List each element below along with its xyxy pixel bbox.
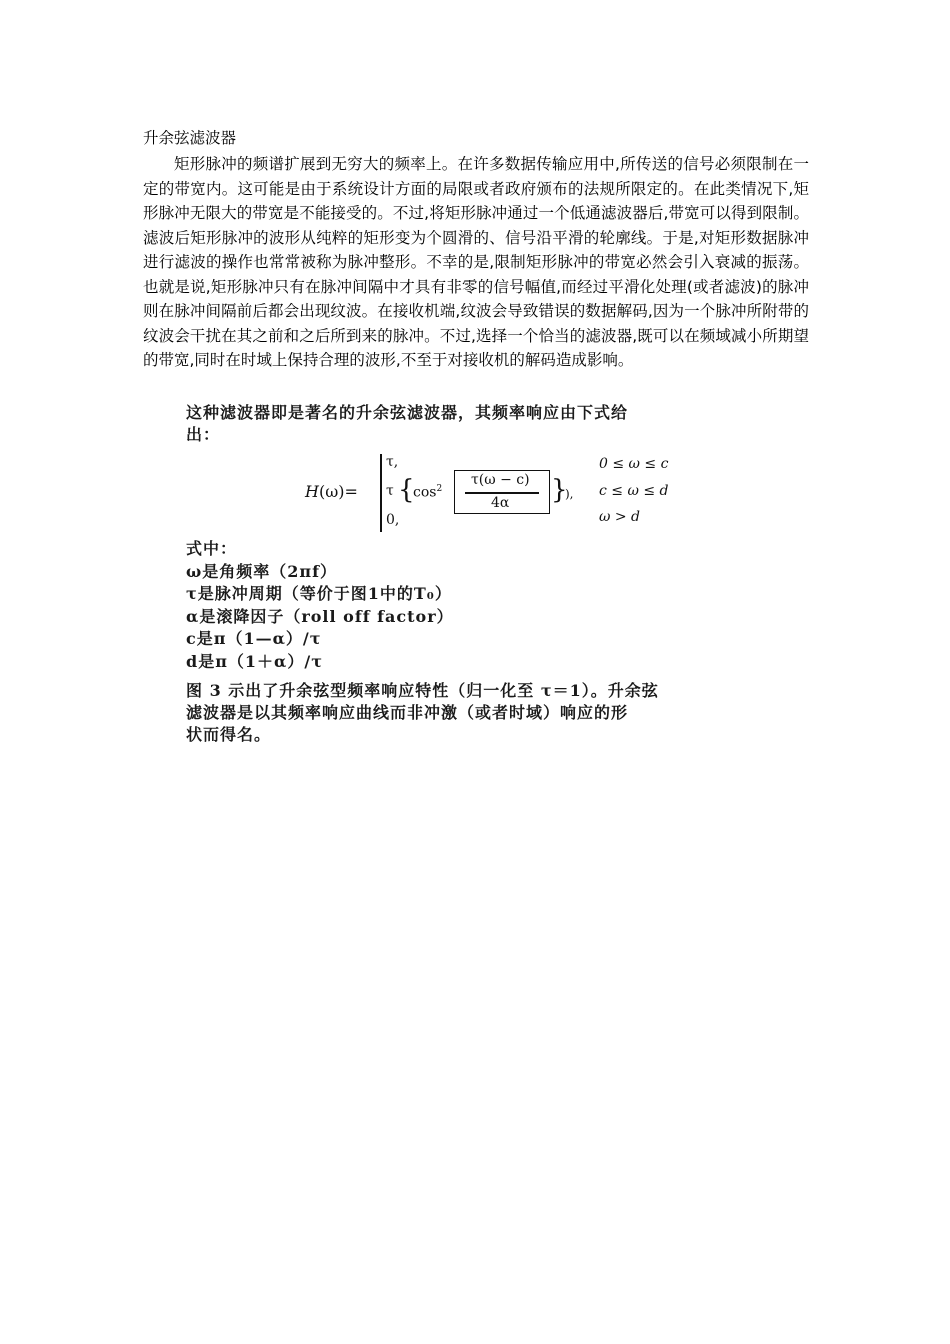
case-2-denominator: 4α bbox=[491, 495, 510, 511]
formula-lhs-arg: (ω) bbox=[318, 482, 345, 501]
formula-lhs-func: H bbox=[305, 482, 319, 501]
case-2-tail: ), bbox=[565, 487, 574, 501]
condition-3: ω > d bbox=[599, 509, 641, 525]
body-paragraph: 矩形脉冲的频谱扩展到无穷大的频率上。在许多数据传输应用中,所传送的信号必须限制在一定的带宽内。这可能是由于系统设计方面的局限或者政府颁布的法规所限定的。在此类情况下,矩形脉冲无限大的带宽是不能接受的。不过,将矩形脉冲通过一个低通滤波器后,带宽可以得到限制。滤波后矩形脉冲的波形从纯粹的矩形变为个圆滑的、信号沿平滑的轮廓线。于是,对矩形数据脉冲进行滤波的操作也常常被称为脉冲整形。不幸的是,限制矩形脉冲的带宽必然会引入衰减的振荡。也就是说,矩形脉冲只有在脉冲间隔中才具有非零的信号幅值,而经过平滑化处理(或者滤波)的脉冲则在脉冲间隔前后都会出现纹波。在接收机端,纹波会导致错误的数据解码,因为一个脉冲所附带的纹波会干扰在其之前和之后所到来的脉冲。不过,选择一个恰当的滤波器,既可以在频域减小所期望的带宽,同时在时域上保持合理的波形,不至于对接收机的解码造成影响。 bbox=[143, 155, 809, 369]
formula-intro bbox=[186, 402, 806, 446]
piecewise-brace bbox=[380, 454, 382, 532]
definition-item: ω是角频率（2πf） bbox=[186, 561, 337, 581]
case-2-coefficient: τ bbox=[386, 483, 394, 499]
definition-item: α是滚降因子（roll off factor） bbox=[186, 606, 454, 626]
cos-func: cos bbox=[413, 484, 437, 501]
case-2-brace-close: } bbox=[551, 475, 568, 505]
definitions-heading: 式中： bbox=[186, 539, 238, 558]
document-title: 升余弦滤波器 bbox=[143, 129, 237, 147]
definitions-list bbox=[186, 538, 454, 673]
case-2-numerator: τ(ω − c) bbox=[471, 472, 530, 488]
case-2-fraction-bar bbox=[465, 492, 539, 494]
cos-power: 2 bbox=[436, 484, 443, 494]
condition-2: c ≤ ω ≤ d bbox=[599, 483, 669, 499]
formula-intro-line-2: 出： bbox=[186, 425, 221, 444]
caption-line-1: 图 3 示出了升余弦型频率响应特性（归一化至 τ＝1）。升余弦 bbox=[186, 681, 659, 700]
case-1-value: τ, bbox=[386, 454, 399, 470]
definition-item: d是π（1＋α）/τ bbox=[186, 651, 323, 671]
body-paragraph-block bbox=[143, 152, 809, 373]
case-2-cos bbox=[413, 484, 442, 501]
formula-lhs bbox=[305, 482, 358, 501]
definition-item: τ是脉冲周期（等价于图1中的T₀） bbox=[186, 584, 452, 603]
definition-item: c是π（1—α）/τ bbox=[186, 629, 322, 648]
case-2-brace-open: { bbox=[398, 475, 415, 505]
case-3-value: 0, bbox=[386, 512, 400, 528]
condition-1: 0 ≤ ω ≤ c bbox=[599, 456, 669, 472]
raised-cosine-formula bbox=[305, 452, 695, 534]
figure-caption bbox=[186, 680, 806, 746]
caption-line-3: 状而得名。 bbox=[186, 725, 272, 744]
caption-line-2: 滤波器是以其频率响应曲线而非冲激（或者时域）响应的形 bbox=[186, 703, 629, 722]
formula-equals: = bbox=[344, 482, 358, 501]
formula-intro-line-1: 这种滤波器即是著名的升余弦滤波器，其频率响应由下式给 bbox=[186, 403, 629, 422]
